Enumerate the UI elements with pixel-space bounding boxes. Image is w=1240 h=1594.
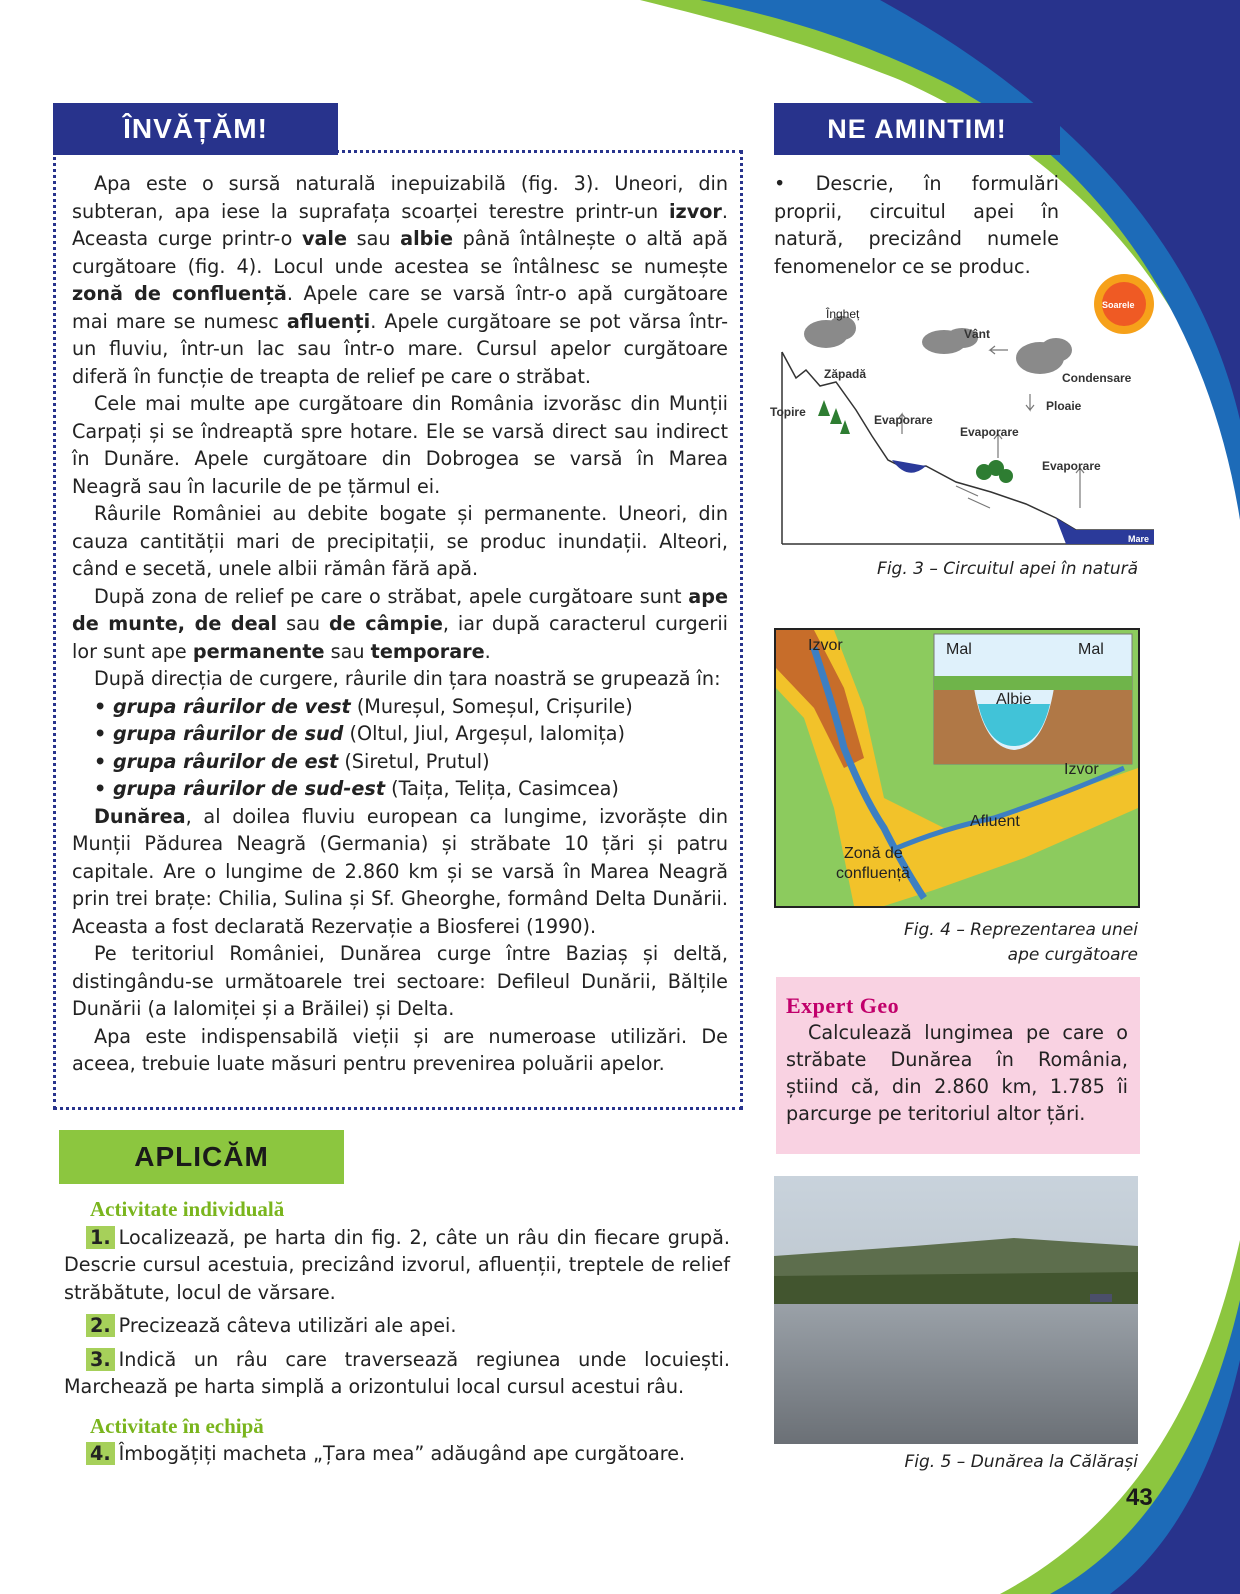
remember-text: • Descrie, în formulări proprii, circuitul apei în natură, precizând numele fenomenelor ce se produc. [774, 172, 1059, 278]
cloud-icons [804, 316, 1072, 374]
river-group-east: • grupa râurilor de est (Siretul, Prutul) [94, 749, 490, 773]
paragraph-4: După zona de relief pe care o străbat, apele curgătoare sunt ape de munte, de deal sau de câmpie, iar după caracterul curgerii lor sunt ape permanente sau temporare. [72, 584, 728, 663]
expert-geo-title: Expert Geo [786, 993, 900, 1018]
confluence-label-2: confluență [836, 865, 910, 882]
fig3-caption: Fig. 3 – Circuitul apei în natură [877, 559, 1138, 579]
evaporation-label-1: Evaporare [874, 413, 933, 427]
confluence-label-1: Zonă de [844, 845, 903, 862]
riverbed-label: Albie [996, 691, 1032, 708]
task-3: 3. Indică un râu care traversează regiunea unde locuiești. Marchează pe harta simplă a orizontului local cursul acestui râu. [64, 1347, 730, 1398]
apply-section [64, 1196, 730, 1468]
expert-geo-text: Calculează lungimea pe care o străbate Dunărea în România, știind că, din 2.860 km, 1.785 îi parcurge pe teritoriul altor țări. [786, 1021, 1128, 1125]
evaporation-label-3: Evaporare [1042, 459, 1101, 473]
remember-section-title: NE AMINTIM! [774, 103, 1060, 155]
paragraph-1: Apa este o sursă naturală inepuizabilă (fig. 3). Uneori, din subteran, apa iese la suprafața scoarței terestre printr-un izvor. Aceasta curge printr-o vale sau albie până întâlnește o altă apă curgătoare (fig. 4). Locul unde acestea se întâlnesc se numește zonă de confluență. Apele care se varsă într-o apă curgătoare mai mare se numesc afluenți. Apele curgătoare se pot vărsa într-un fluviu, într-un lac sau într-o mare. Cursul apelor curgătoare diferă în funcție de treapta de relief pe care o străbat. [72, 172, 729, 388]
sea-label: Mare [1128, 534, 1150, 544]
bank-label-right: Mal [1078, 641, 1104, 658]
task-4: 4. Îmbogățiți macheta „Țara mea” adăugând ape curgătoare. [64, 1440, 730, 1468]
snow-label: Zăpadă [824, 367, 867, 381]
task-1: 1. Localizează, pe harta din fig. 2, câte un râu din fiecare grupă. Descrie cursul acestuia, precizând izvorul, afluenții, treptele de relief străbătute, locul de vărsare. [64, 1225, 730, 1304]
learn-section-text [72, 170, 728, 1078]
river-diagram-figure [774, 628, 1140, 908]
paragraph-3: Râurile României au debite bogate și permanente. Uneori, din cauza cantității mari de precipitații, se produc inundații. Alteori, când e secetă, unele albii rămân fără apă. [72, 502, 728, 580]
learn-section-title: ÎNVĂȚĂM! [53, 103, 338, 155]
paragraph-danube: Dunărea, al doilea fluviu european ca lungime, izvorăște din Munții Pădurea Neagră (Germania) și străbate 10 țări și patru capitale. Are o lungime de 2.860 km și se varsă în Marea Neagră prin trei brațe: Chilia, Sulina și Sf. Gheorghe, formând Delta Dunării. Aceasta a fost declarată Rezervație a Biosferei (1990). [72, 804, 728, 938]
paragraph-7: Pe teritoriul României, Dunărea curge între Baziaș și deltă, distingându-se următoarele trei sectoare: Defileul Dunării, Bălțile Dunării (a Ialomiței și a Brăilei) și Delta. [72, 942, 728, 1020]
wind-label: Vânt [964, 327, 991, 341]
water-cycle-figure [770, 286, 1158, 548]
river-group-south: • grupa râurilor de sud (Oltul, Jiul, Argeșul, Ialomița) [94, 722, 625, 745]
paragraph-5: După direcția de curgere, râurile din țara noastră se grupează în: [94, 667, 721, 690]
river-group-west: • grupa râurilor de vest (Mureșul, Someșul, Crișurile) [94, 694, 633, 718]
paragraph-2: Cele mai multe ape curgătoare din România izvorăsc din Munții Carpați și se îndreaptă spre hotare. Ele se varsă direct sau indirect în Dunăre. Apele curgătoare din Dobrogea se varsă în Marea Neagră sau în lacurile de pe țărmul ei. [72, 392, 728, 498]
source-label-1: Izvor [808, 637, 843, 654]
danube-photo [774, 1176, 1138, 1444]
condensation-label: Condensare [1062, 371, 1132, 385]
paragraph-8: Apa este indispensabilă vieții și are numeroase utilizări. De aceea, trebuie luate măsuri pentru prevenirea poluării apelor. [72, 1024, 728, 1075]
sun-label: Soarele [1102, 300, 1135, 310]
bank-label-left: Mal [946, 641, 972, 658]
source-label-2: Izvor [1064, 761, 1099, 778]
rain-label: Ploaie [1046, 399, 1082, 413]
apply-section-title: APLICĂM [59, 1130, 344, 1184]
evaporation-label-2: Evaporare [960, 425, 1019, 439]
river-group-southeast: • grupa râurilor de sud-est (Taița, Telița, Casimcea) [94, 777, 619, 800]
fig4-caption: Fig. 4 – Reprezentarea unei ape curgătoare [904, 920, 1138, 965]
fig5-caption: Fig. 5 – Dunărea la Călărași [904, 1452, 1138, 1472]
individual-activity-title: Activitate individuală [90, 1197, 285, 1221]
task-2: 2. Precizează câteva utilizări ale apei. [64, 1312, 730, 1340]
expert-geo-box [776, 977, 1140, 1154]
freeze-label: Îngheț [826, 307, 860, 321]
page-number: 43 [1126, 1484, 1153, 1511]
melting-label: Topire [770, 405, 806, 419]
tributary-label: Afluent [970, 813, 1020, 830]
team-activity-title: Activitate în echipă [90, 1413, 264, 1438]
